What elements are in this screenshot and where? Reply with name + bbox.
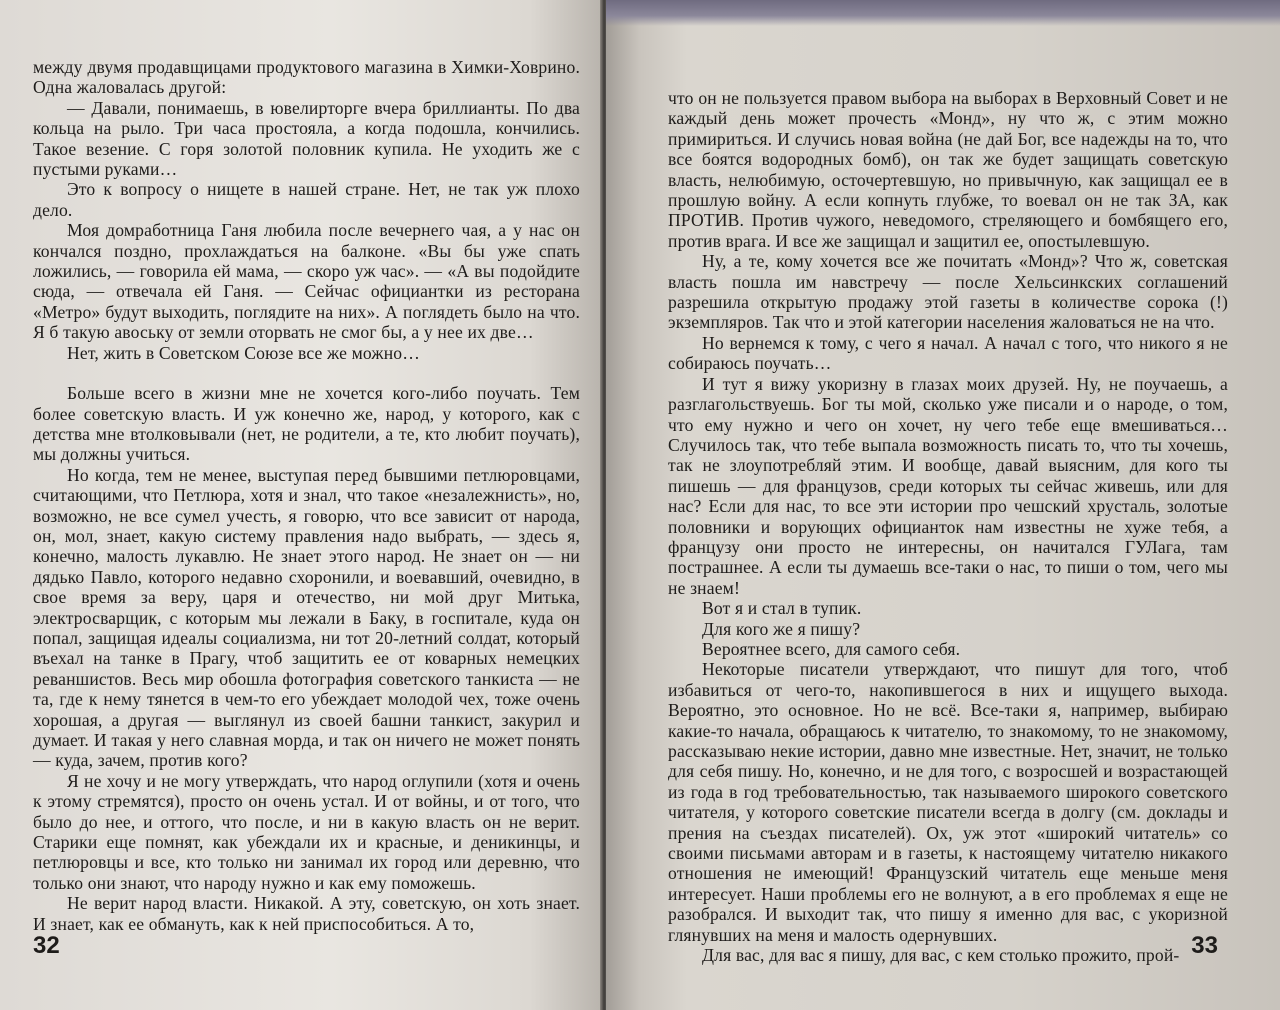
left-page — [0, 0, 602, 1010]
page-number-right: 33 — [1191, 932, 1218, 959]
top-edge-shadow — [606, 0, 1280, 26]
paragraph: Я не хочу и не могу утверждать, что народ оглупили (хотя и очень к этому стремятся), просто он очень устал. И от войны, и от того, что было до нее, и оттого, что после, и ни в какую власть он не верит. Старики еще помнят, как убеждали их и красные, и деникинцы, и петлюровцы и все, кто только ни занимал их город или деревню, что только они знают, что народу нужно и как ему поможешь. — [33, 770, 580, 893]
paragraph: — Давали, понимаешь, в ювелирторге вчера бриллианты. По два кольца на рыло. Три часа простояла, а когда подошла, кончились. Такое везение. С горя золотой половник купила. Не уходить же с пустыми руками… — [33, 97, 580, 180]
paragraph: Но вернемся к тому, с чего я начал. А начал с того, что никого я не собираюсь поучать… — [668, 332, 1228, 374]
paragraph: Ну, а те, кому хочется все же почитать «Монд»? Что ж, советская власть пошла им навстречу — после Хельсинкских соглашений разрешила открытую продажу этой газеты в количестве сорока (!) экземпляров. Так что и этой категории населения жаловаться не на что. — [668, 251, 1228, 333]
right-page-text — [668, 88, 1228, 965]
page-number-left: 32 — [33, 932, 60, 959]
paragraph: Некоторые писатели утверждают, что пишут для того, чтоб избавиться от чего-то, накопившегося в них и ищущего выхода. Вероятно, это основное. Но не всё. Все-таки я, например, выбираю какие-то начала, обращаюсь к читателю, то знакомому, то не знакомому, рассказываю некие истории, давно мне известные. Нет, значит, не только для себя пишу. Но, конечно, и не для того, с возросшей и возрастающей из года в год требовательностью, так называемого широкого советского читателя, у которого советские писатели всегда в долгу (см. доклады и прения на съездах писателей). Ох, уж этот «широкий читатель» со своими письмами авторам и в газеты, к настоящему читателю никакого отношения не имеющий! Французский читатель еще меньше меня интересует. Наши проблемы его не волнуют, а в его проблемах я еще не разобрался. И выходит так, что пишу я именно для вас, с укоризной глянувших на меня и малость одернувших. — [668, 659, 1228, 945]
paragraph: Вот я и стал в тупик. — [702, 598, 862, 619]
paragraph: Больше всего в жизни мне не хочется кого-либо поучать. Тем более советскую власть. И уж конечно же, народ, у которого, как с детства мне втолковывали (нет, не родители, а те, кто любит поучать), мы должны учиться. — [33, 383, 580, 465]
paragraph: Моя домработница Ганя любила после вечернего чая, а у нас он кончался поздно, прохлаждаться на балконе. «Вы бы уже спать ложились, — говорила ей мама, — скоро уж час». — «А вы подойдите сюда, — отвечала ей Ганя. — Сейчас официантки из ресторана «Метро» будут выходить, поглядите на них». А поглядеть было на что. Я б такую авоську от земли оторвать не смог бы, а у нее их две… — [33, 220, 580, 343]
paragraph: между двумя продавщицами продуктового магазина в Химки-Ховрино. Одна жаловалась другой: — [33, 57, 580, 98]
paragraph: Не верит народ власти. Никакой. А эту, советскую, он хоть знает. И знает, как ее обмануть, как к ней приспособиться. А то, — [33, 893, 580, 934]
paragraph: Для кого же я пишу? — [702, 618, 861, 639]
right-page — [606, 0, 1280, 1010]
paragraph: Для вас, для вас я пишу, для вас, с кем столько прожито, прой- — [702, 945, 1180, 966]
paragraph: что он не пользуется правом выбора на выборах в Верховный Совет и не каждый день может прочесть «Монд», ну что ж, с этим можно примириться. И случись новая война (не дай Бог, все надежды на то, что все боятся водородных бомб), он так же будет защищать советскую власть, нелюбимую, осточертевшую, но привычную, как защищал ее в прошлую войну. А если копнуть глубже, то воевал он не так ЗА, как ПРОТИВ. Против чужого, неведомого, стреляющего и бомбящего его, против врага. И все же защищал и защитил ее, опостылевшую. — [668, 88, 1228, 251]
paragraph: Нет, жить в Советском Союзе все же можно… — [67, 342, 420, 363]
paragraph: И тут я вижу укоризну в глазах моих друзей. Ну, не поучаешь, а разглагольствуешь. Бог ты мой, сколько уже писали и о народе, о том, что ему нужно и чего он хочет, ну чего тебе еще вмешиваться… Случилось так, что тебе выпала возможность писать то, что ты хочешь, так не злоупотребляй этим. И вообще, давай выясним, для кого ты пишешь — для французов, среди которых ты сейчас живешь, или для нас? Если для нас, то все эти истории про чешский хрусталь, золотые половники и ворующих официанток нам известны не хуже тебя, а французу они просто не интересны, он начитался ГУЛага, там пострашнее. А если ты думаешь все-таки о нас, то пиши о том, чего мы не знаем! — [668, 373, 1228, 598]
left-page-text — [33, 57, 580, 934]
paragraph: Но когда, тем не менее, выступая перед бывшими петлюровцами, считающими, что Петлюра, хотя и знал, что такое «незалежнисть», но, возможно, не все сумел учесть, я говорю, что все зависит от народа, он, мол, знает, какую систему правления надо выбрать, — здесь я, конечно, малость лукавлю. Не знает этого народ. Не знает он — ни дядько Павло, которого недавно схоронили, и воевавший, очевидно, в свое время за веру, царя и отечество, ни мой друг Митька, электросварщик, с которым мы лежали в Баку, в госпитале, куда он попал, защищая идеалы социализма, ни тот 20-летний солдат, который въехал на танке в Прагу, чтоб защитить ее от коварных немецких реваншистов. Весь мир обошла фотография советского танкиста — не та, где к нему тянется в чем-то его убеждает молодой чех, тоже очень хорошая, а другая — выглянул из своей башни танкист, закурил и думает. И такая у него славная морда, и так он ничего не может понять — куда, зачем, против кого? — [33, 464, 580, 771]
paragraph: Вероятнее всего, для самого себя. — [702, 638, 961, 659]
paragraph: Это к вопросу о нищете в нашей стране. Нет, не так уж плохо дело. — [33, 179, 580, 220]
